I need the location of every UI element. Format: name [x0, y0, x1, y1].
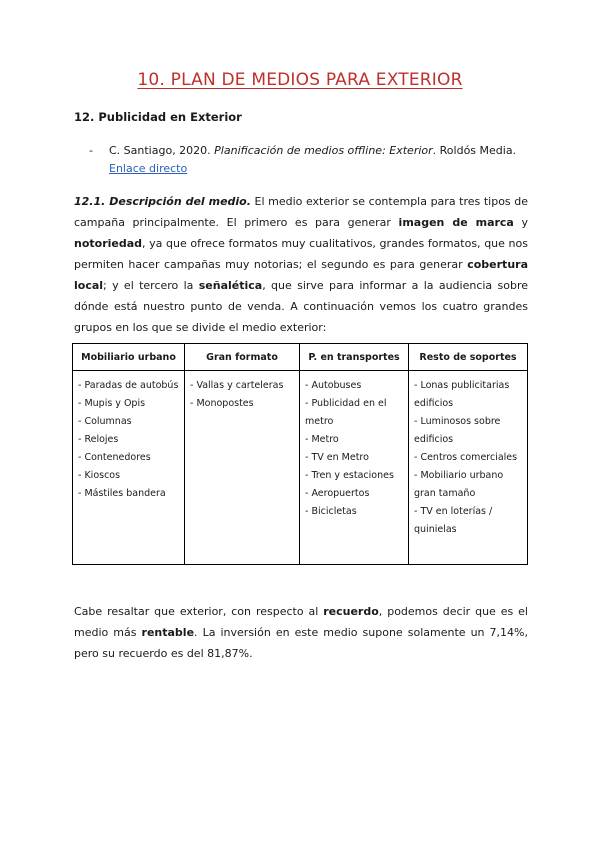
text-run: , que sirve para informar a la audiencia sobre dónde está nuestro punto de venda. A continuación vemos los cuatro grandes grupos en los que se divide el medio exterior:	[74, 279, 528, 334]
page-title: 10. PLAN DE MEDIOS PARA EXTERIOR	[137, 70, 463, 90]
list-item: - Paradas de autobús	[78, 380, 179, 391]
header-cell: Mobiliario urbano	[73, 344, 185, 371]
bold-run: recuerdo	[323, 605, 379, 618]
list-item: - TV en loterías / quinielas	[414, 506, 493, 535]
direct-link[interactable]: Enlace directo	[109, 162, 188, 175]
text-run: Cabe resaltar que exterior, con respecto al	[74, 605, 324, 618]
list-item: - Aeropuertos	[305, 488, 370, 499]
reference-title: Planificación de medios offline: Exterior	[214, 144, 433, 157]
text-run: , ya que ofrece formatos muy cualitativos, grandes formatos, que nos permiten hacer campañas muy notorias; el segundo es para generar	[74, 237, 528, 271]
table-header-row	[73, 344, 528, 371]
subsection-heading: 12.1. Descripción del medio.	[74, 195, 251, 208]
list-item: - Publicidad en el metro	[305, 398, 387, 427]
list-item: - Mástiles bandera	[78, 488, 166, 499]
bold-run: imagen de marca	[398, 216, 514, 229]
description-paragraph	[74, 191, 528, 338]
list-item: - Mobiliario urbano gran tamaño	[414, 470, 504, 499]
header-cell: Gran formato	[185, 344, 300, 371]
text-run: y	[513, 216, 528, 229]
list-item: - TV en Metro	[305, 452, 369, 463]
list-item: - Vallas y carteleras	[190, 380, 284, 391]
list-item: - Relojes	[78, 434, 119, 445]
conclusion-paragraph	[74, 601, 528, 664]
text-run: , podemos decir que es el medio más	[74, 605, 528, 639]
text-run: . La inversión en este medio supone solamente un 7,14%, pero su recuerdo es del 81,87%.	[74, 626, 528, 660]
list-item: - Lonas publicitarias edificios	[414, 380, 510, 409]
header-cell: P. en transportes	[300, 344, 409, 371]
bold-run: cobertura local	[74, 258, 528, 292]
list-item: - Autobuses	[305, 380, 362, 391]
list-item: - Mupis y Opis	[78, 398, 146, 409]
list-item: - Contenedores	[78, 452, 151, 463]
table-cell	[300, 371, 409, 565]
list-item: - Monopostes	[190, 398, 254, 409]
media-table	[72, 343, 528, 565]
bold-run: señalética	[198, 279, 263, 292]
header-cell: Resto de soportes	[409, 344, 528, 371]
bold-run: rentable	[141, 626, 195, 639]
table-cell	[73, 371, 185, 565]
section-heading: 12. Publicidad en Exterior	[74, 110, 242, 124]
list-item: - Tren y estaciones	[305, 470, 394, 481]
list-item: - Luminosos sobre edificios	[414, 416, 501, 445]
table-cell	[185, 371, 300, 565]
reference-suffix: . Roldós Media.	[432, 144, 517, 157]
bold-run: notoriedad	[74, 237, 143, 250]
list-item: - Columnas	[78, 416, 132, 427]
reference-item	[89, 142, 535, 178]
text-run: ; y el tercero la	[103, 279, 199, 292]
list-dash: -	[89, 144, 93, 157]
table-row	[73, 371, 528, 565]
list-item: - Bicicletas	[305, 506, 357, 517]
reference-prefix: C. Santiago, 2020.	[109, 144, 215, 157]
list-item: - Kioscos	[78, 470, 121, 481]
text-run: El medio exterior se contempla para tres tipos de campaña principalmente. El primero es para generar	[74, 195, 528, 229]
list-item: - Centros comerciales	[414, 452, 518, 463]
list-item: - Metro	[305, 434, 339, 445]
table-cell	[409, 371, 528, 565]
